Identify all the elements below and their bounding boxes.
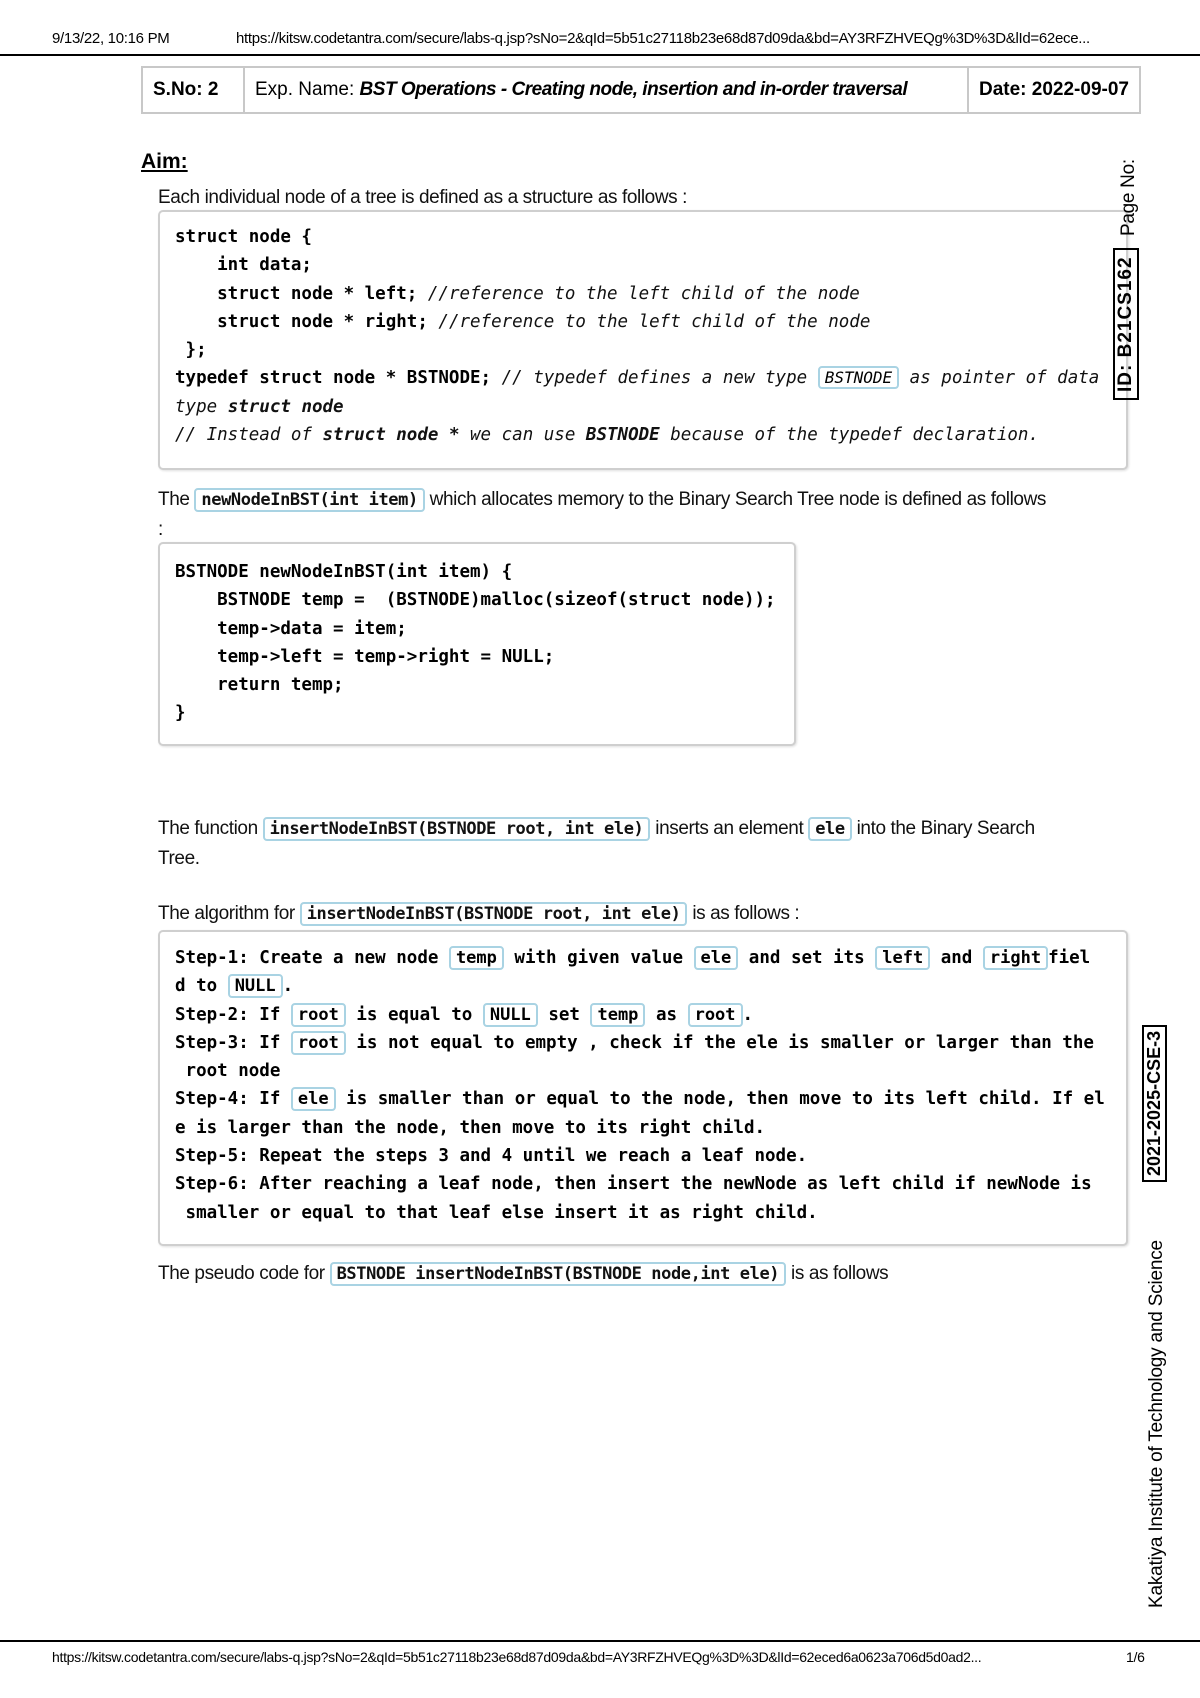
step-text: . (742, 1004, 754, 1025)
code-comment: // Instead of (175, 425, 323, 446)
code-line: struct node { (175, 227, 312, 247)
step-text: set (537, 1004, 591, 1025)
aim-heading: Aim: (141, 150, 188, 173)
step-text: e is larger than the node, then move to its right child. (175, 1117, 766, 1138)
institute-name: Kakatiya Institute of Technology and Science (1146, 1240, 1167, 1608)
student-id-badge: ID: B21CS162 (1113, 248, 1139, 400)
inline-code-temp: temp (590, 1003, 645, 1027)
text-fragment: The function (158, 818, 263, 839)
struct-intro-text: Each individual node of a tree is defined as a structure as follows : (158, 187, 687, 208)
step-text: d to (175, 976, 228, 997)
text-fragment: is as follows : (687, 903, 800, 924)
step-text: smaller or equal to that leaf else insert it as right child. (175, 1202, 818, 1223)
code-comment-bold: struct node (227, 396, 344, 417)
code-line: return temp; (175, 675, 344, 696)
inline-code-temp: temp (449, 946, 504, 970)
footer-divider (0, 1640, 1200, 1642)
step-text: root node (175, 1061, 281, 1082)
inline-code-ele: ele (291, 1087, 336, 1111)
inline-code-root: root (291, 1031, 346, 1055)
text-fragment: The (158, 489, 195, 510)
step-text: and set its (738, 948, 876, 968)
code-line: BSTNODE temp = (BSTNODE)malloc(sizeof(struct node)); (175, 590, 776, 611)
code-line: int data; (175, 255, 312, 276)
step-text: Step-4: If (175, 1089, 291, 1110)
print-url[interactable]: https://kitsw.codetantra.com/secure/labs-q.jsp?sNo=2&qId=5b51c27118b23e68d87d09da&bd=AY3RFZHVEQg%3D%3D&lId=62ece... (236, 30, 1090, 47)
inline-code-insert: insertNodeInBST(BSTNODE root, int ele) (300, 902, 688, 926)
experiment-name-prefix: Exp. Name: (255, 79, 360, 100)
experiment-date: Date: 2022-09-07 (968, 67, 1140, 113)
inline-code-null: NULL (483, 1003, 538, 1027)
page-number-label: Page No: (1118, 159, 1139, 236)
step-text: with given value (503, 948, 694, 968)
header-divider (0, 54, 1200, 56)
inline-code-newnode: newNodeInBST(int item) (194, 488, 424, 512)
batch-badge: 2021-2025-CSE-3 (1142, 1025, 1167, 1182)
experiment-name-cell (244, 67, 968, 113)
inline-code-bstnode: BSTNODE (818, 366, 899, 389)
code-comment: type (175, 396, 228, 417)
serial-number: S.No: 2 (142, 67, 244, 113)
code-comment-bold: BSTNODE (585, 425, 660, 446)
inline-code-right: right (983, 946, 1048, 970)
step-text: Step-3: If (175, 1032, 291, 1053)
inline-code-insert: insertNodeInBST(BSTNODE root, int ele) (263, 817, 651, 841)
code-line: struct node * left; (175, 283, 428, 304)
code-comment: we can use (459, 425, 586, 446)
step-text: and (930, 948, 983, 968)
text-fragment: is as follows (786, 1263, 889, 1284)
code-line: BSTNODE newNodeInBST(int item) { (175, 562, 513, 582)
inline-code-ele: ele (808, 817, 852, 841)
text-fragment: which allocates memory to the Binary Search Tree node is defined as follows (424, 489, 1047, 510)
code-line: struct node * right; (175, 311, 439, 332)
text-fragment: into the Binary Search (851, 818, 1035, 839)
inline-code-ele: ele (694, 946, 739, 970)
step-text: . (282, 976, 294, 997)
experiment-title-table (141, 66, 1141, 114)
code-comment: //reference to the left child of the node (427, 283, 860, 304)
insert-intro-text (158, 814, 1138, 873)
text-fragment: inserts an element (650, 818, 809, 839)
text-fragment: : (158, 519, 163, 540)
step-text: Step-5: Repeat the steps 3 and 4 until we reach a leaf node. (175, 1146, 808, 1167)
algorithm-steps-block (158, 930, 1128, 1246)
step-text: is smaller than or equal to the node, then move to its left child. If el (335, 1089, 1105, 1110)
code-line: }; (175, 340, 207, 361)
inline-code-root: root (291, 1003, 346, 1027)
step-text: Step-6: After reaching a leaf node, then insert the newNode as left child if newNode is (175, 1174, 1092, 1195)
pseudo-code-intro-text (158, 1259, 888, 1289)
print-datetime: 9/13/22, 10:16 PM (52, 30, 170, 47)
newnode-intro-text (158, 485, 1138, 544)
code-comment: // typedef defines a new type (501, 368, 818, 389)
newnode-code-block (158, 542, 796, 746)
text-fragment: The algorithm for (158, 903, 300, 924)
inline-code-root: root (688, 1003, 743, 1027)
code-line: } (175, 703, 186, 724)
code-line: temp->data = item; (175, 618, 407, 639)
step-text: Step-2: If (175, 1004, 291, 1025)
step-text: Step-1: Create a new node (175, 948, 449, 968)
text-fragment: Tree. (158, 848, 200, 869)
code-comment: because of the typedef declaration. (659, 425, 1039, 446)
struct-code-block (158, 210, 1128, 470)
code-line: temp->left = temp->right = NULL; (175, 646, 555, 667)
footer-page-count: 1/6 (1126, 1649, 1145, 1665)
newnode-code (160, 544, 794, 728)
step-text: fiel (1048, 948, 1091, 968)
algorithm-intro-text (158, 899, 799, 929)
step-text: is equal to (345, 1004, 483, 1025)
step-text: as (645, 1004, 688, 1025)
code-line: typedef struct node * BSTNODE; (175, 368, 502, 389)
step-text: is not equal to empty , check if the ele is smaller or larger than the (345, 1032, 1094, 1053)
inline-code-null: NULL (228, 974, 283, 998)
footer-url[interactable]: https://kitsw.codetantra.com/secure/labs-q.jsp?sNo=2&qId=5b51c27118b23e68d87d09da&bd=AY3RFZHVEQg%3D%3D&lId=62eced6a0623a706d5d0ad2... (52, 1649, 982, 1665)
code-comment-bold: struct node * (322, 425, 460, 446)
struct-code (160, 212, 1126, 449)
text-fragment: The pseudo code for (158, 1263, 330, 1284)
inline-code-pseudo: BSTNODE insertNodeInBST(BSTNODE node,int ele) (330, 1262, 787, 1286)
code-comment: as pointer of data (899, 368, 1100, 389)
inline-code-left: left (875, 946, 930, 970)
experiment-name: BST Operations - Creating node, insertion and in-order traversal (359, 79, 908, 100)
algorithm-steps (160, 932, 1126, 1227)
code-comment: //reference to the left child of the node (438, 311, 871, 332)
